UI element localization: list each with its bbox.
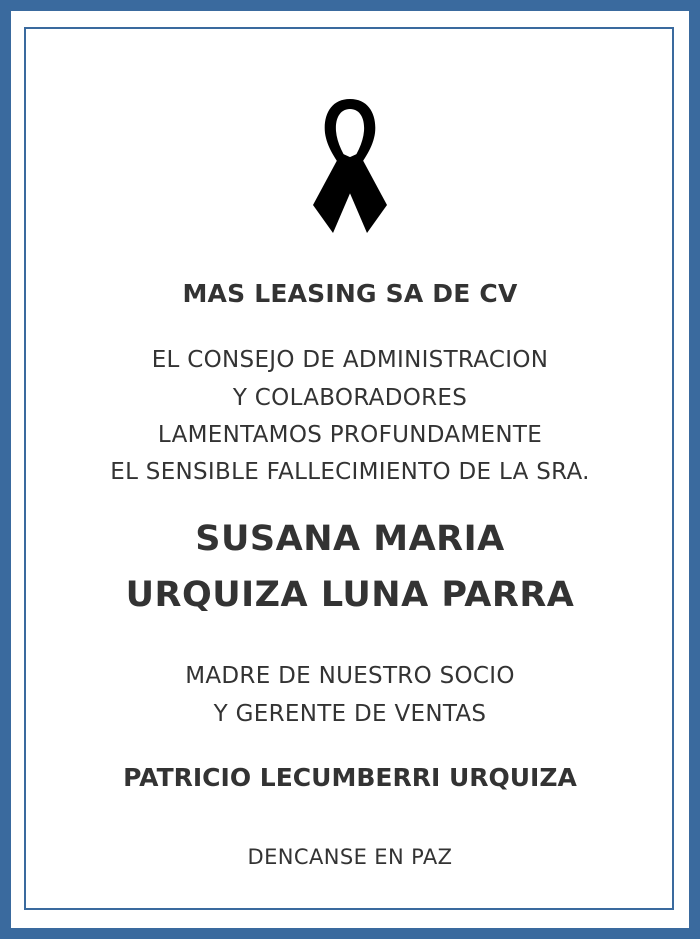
deceased-name: SUSANA MARIA [195,519,505,559]
company-name: MAS LEASING SA DE CV [182,279,518,308]
son-name: PATRICIO LECUMBERRI URQUIZA [123,763,577,792]
message-line: EL CONSEJO DE ADMINISTRACION [151,347,549,373]
deceased-surname: URQUIZA LUNA PARRA [125,575,575,615]
message-line: Y COLABORADORES [232,385,468,411]
closing-text: DENCANSE EN PAZ [247,845,453,869]
message-line: LAMENTAMOS PROFUNDAMENTE [157,422,543,448]
relation-line: Y GERENTE DE VENTAS [213,701,487,727]
message-line: EL SENSIBLE FALLECIMIENTO DE LA SRA. [110,459,590,485]
mourning-ribbon-icon [309,97,391,233]
relation-line: MADRE DE NUESTRO SOCIO [185,663,515,689]
